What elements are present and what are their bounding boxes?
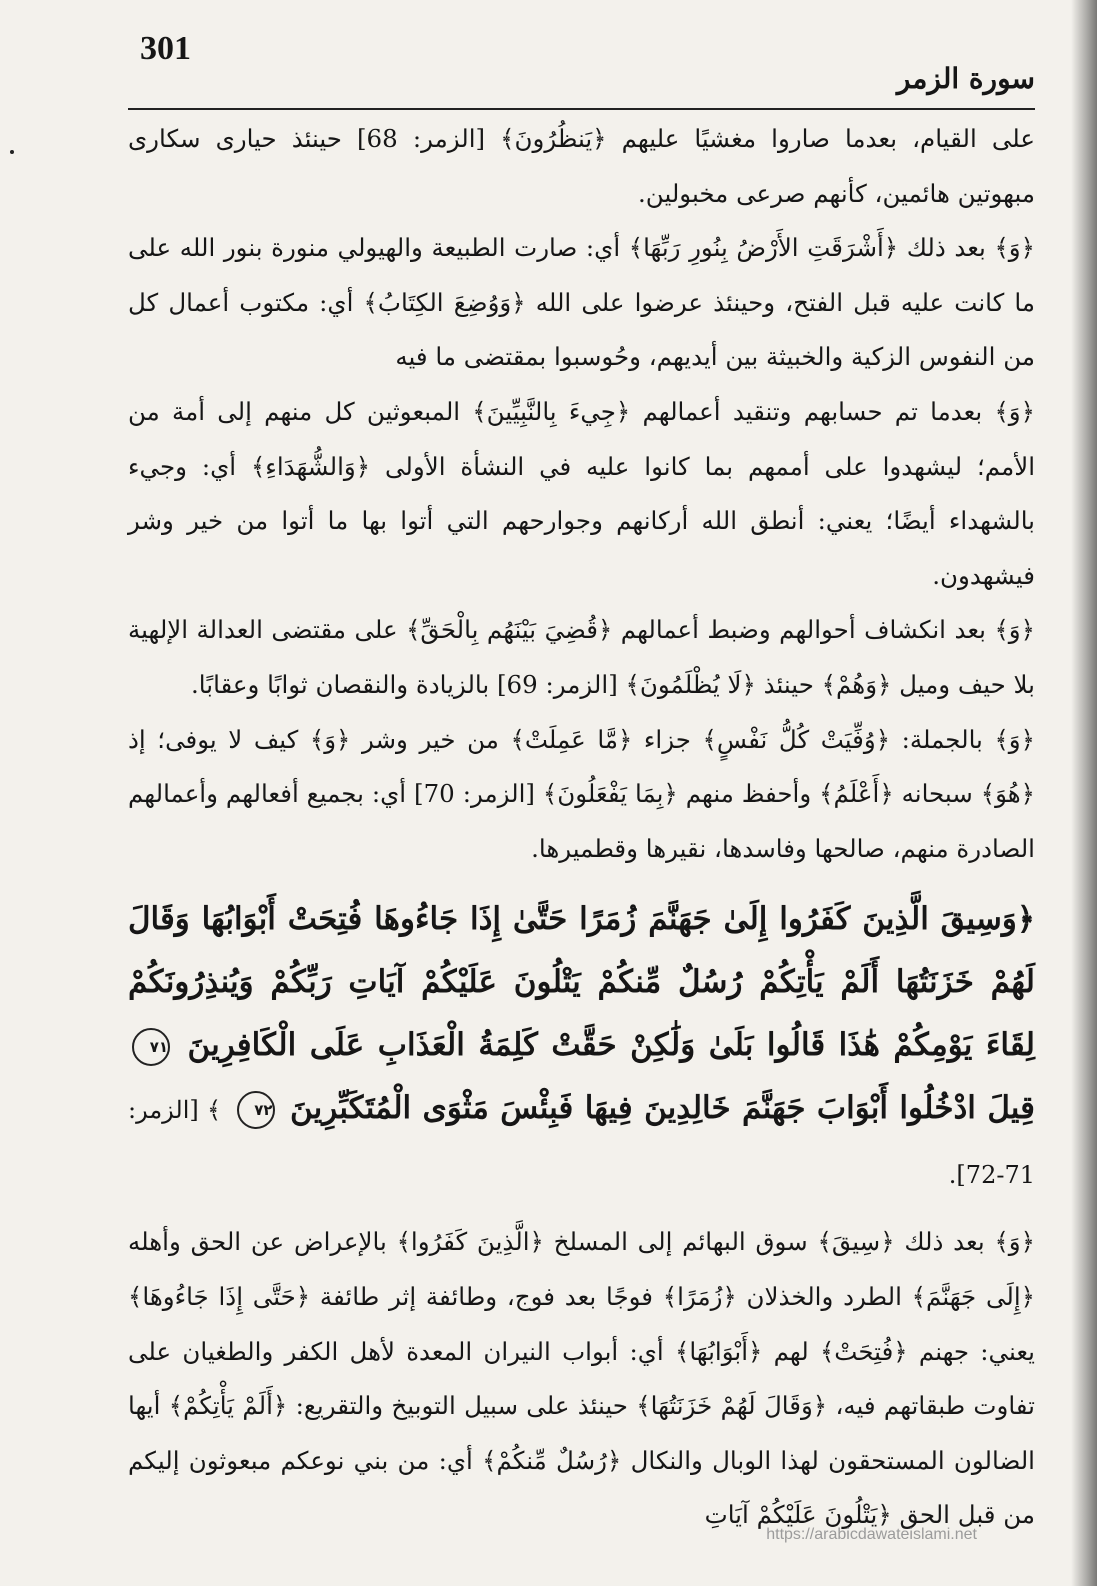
page-spine-shadow: [1071, 0, 1097, 1586]
header-divider: [128, 108, 1035, 110]
quran-verse-71: ﴿وَسِيقَ الَّذِينَ كَفَرُوا إِلَىٰ جَهَنَّمَ زُمَرًا حَتَّىٰ إِذَا جَاءُوهَا فُتِحَتْ أَبْوَابُهَا وَقَالَ لَهُمْ خَزَنَتُهَا أَلَمْ يَأْتِكُمْ رُسُلٌ مِّنكُمْ يَتْلُونَ عَلَيْكُمْ آيَاتِ رَبِّكُمْ وَيُنذِرُونَكُمْ لِقَاءَ يَوْمِكُمْ هَٰذَا قَالُوا بَلَىٰ وَلَٰكِنْ حَقَّتْ كَلِمَةُ الْعَذَابِ عَلَى الْكَافِرِينَ: [128, 901, 1035, 1064]
commentary-paragraph: ﴿وَ﴾ بعد ذلك ﴿سِيقَ﴾ سوق البهائم إلى المسلخ ﴿الَّذِينَ كَفَرُوا﴾ بالإعراض عن الحق وأهله ﴿إِلَى جَهَنَّمَ﴾ الطرد والخذلان ﴿زُمَرًا﴾ فوجًا بعد فوج، وطائفة إثر طائفة ﴿حَتَّى إِذَا جَاءُوهَا﴾ يعني: جهنم ﴿فُتِحَتْ﴾ لهم ﴿أَبْوَابُهَا﴾ أي: أبواب النيران المعدة لأهل الكفر والطغيان على تفاوت طبقاتهم فيه، ﴿وَقَالَ لَهُمْ خَزَنَتُهَا﴾ حينئذ على سبيل التوبيخ والتقريع: ﴿أَلَمْ يَأْتِكُمْ﴾ أيها الضالون المستحقون لهذا الوبال والنكال ﴿رُسُلٌ مِّنكُمْ﴾ أي: من بني نوعكم مبعوثون إليكم من قبل الحق ﴿يَتْلُونَ عَلَيْكُمْ آيَاتِ: [128, 1227, 1035, 1530]
paragraph-1: على القيام، بعدما صاروا مغشيًا عليهم ﴿يَنظُرُونَ﴾ [الزمر: 68] حينئذ حيارى سكارى مبهوتين هائمين، كأنهم صرعى مخبولين.: [128, 124, 1035, 208]
quran-verses-block: [128, 888, 1035, 1207]
page-body: [128, 112, 1035, 1543]
paragraph-4: ﴿وَ﴾ بعد انكشاف أحوالهم وضبط أعمالهم ﴿قُضِيَ بَيْنَهُم بِالْحَقِّ﴾ على مقتضى العدالة الإلهية بلا حيف وميل ﴿وَهُمْ﴾ حينئذ ﴿لَا يُظْلَمُونَ﴾ [الزمر: 69] بالزيادة والنقصان ثوابًا وعقابًا.: [128, 615, 1035, 699]
watermark-url: https://arabicdawateislami.net: [766, 1526, 977, 1543]
ayah-number-72: ٧٢: [237, 1091, 275, 1129]
verse-reference: ﴾ [الزمر: 71-72].: [128, 1096, 1035, 1190]
margin-dot: [10, 150, 14, 154]
paragraph-3: ﴿وَ﴾ بعدما تم حسابهم وتنقيد أعمالهم ﴿جِيءَ بِالنَّبِيِّينَ﴾ المبعوثين كل منهم إلى أمة من الأمم؛ ليشهدوا على أممهم بما كانوا عليه في النشأة الأولى ﴿وَالشُّهَدَاءِ﴾ أي: وجيء بالشهداء أيضًا؛ يعني: أنطق الله أركانهم وجوارحهم التي أتوا بها ما أتوا من خير وشر فيشهدون.: [128, 396, 1035, 590]
quran-verse-72: قِيلَ ادْخُلُوا أَبْوَابَ جَهَنَّمَ خَالِدِينَ فِيهَا فَبِئْسَ مَثْوَى الْمُتَكَبِّرِينَ: [289, 1090, 1035, 1127]
paragraph-2: ﴿وَ﴾ بعد ذلك ﴿أَشْرَقَتِ الأَرْضُ بِنُورِ رَبِّهَا﴾ أي: صارت الطبيعة والهيولي منورة بنور الله على ما كانت عليه قبل الفتح، وحينئذ عرضوا على الله ﴿وَوُضِعَ الكِتَابُ﴾ أي: مكتوب أعمال كل من النفوس الزكية والخبيثة بين أيديهم، وحُوسبوا بمقتضى ما فيه: [128, 233, 1035, 372]
ayah-number-71: ٧١: [132, 1028, 170, 1066]
surah-title: سورة الزمر: [896, 62, 1035, 95]
page-number: 301: [140, 30, 191, 67]
paragraph-5: ﴿وَ﴾ بالجملة: ﴿وُفِّيَتْ كُلُّ نَفْسٍ﴾ جزاء ﴿مَّا عَمِلَتْ﴾ من خير وشر ﴿وَ﴾ كيف لا يوفى؛ إذ ﴿هُوَ﴾ سبحانه ﴿أَعْلَمُ﴾ وأحفظ منهم ﴿بِمَا يَفْعَلُونَ﴾ [الزمر: 70] أي: بجميع أفعالهم وأعمالهم الصادرة منهم، صالحها وفاسدها، نقيرها وقطميرها.: [128, 724, 1035, 863]
